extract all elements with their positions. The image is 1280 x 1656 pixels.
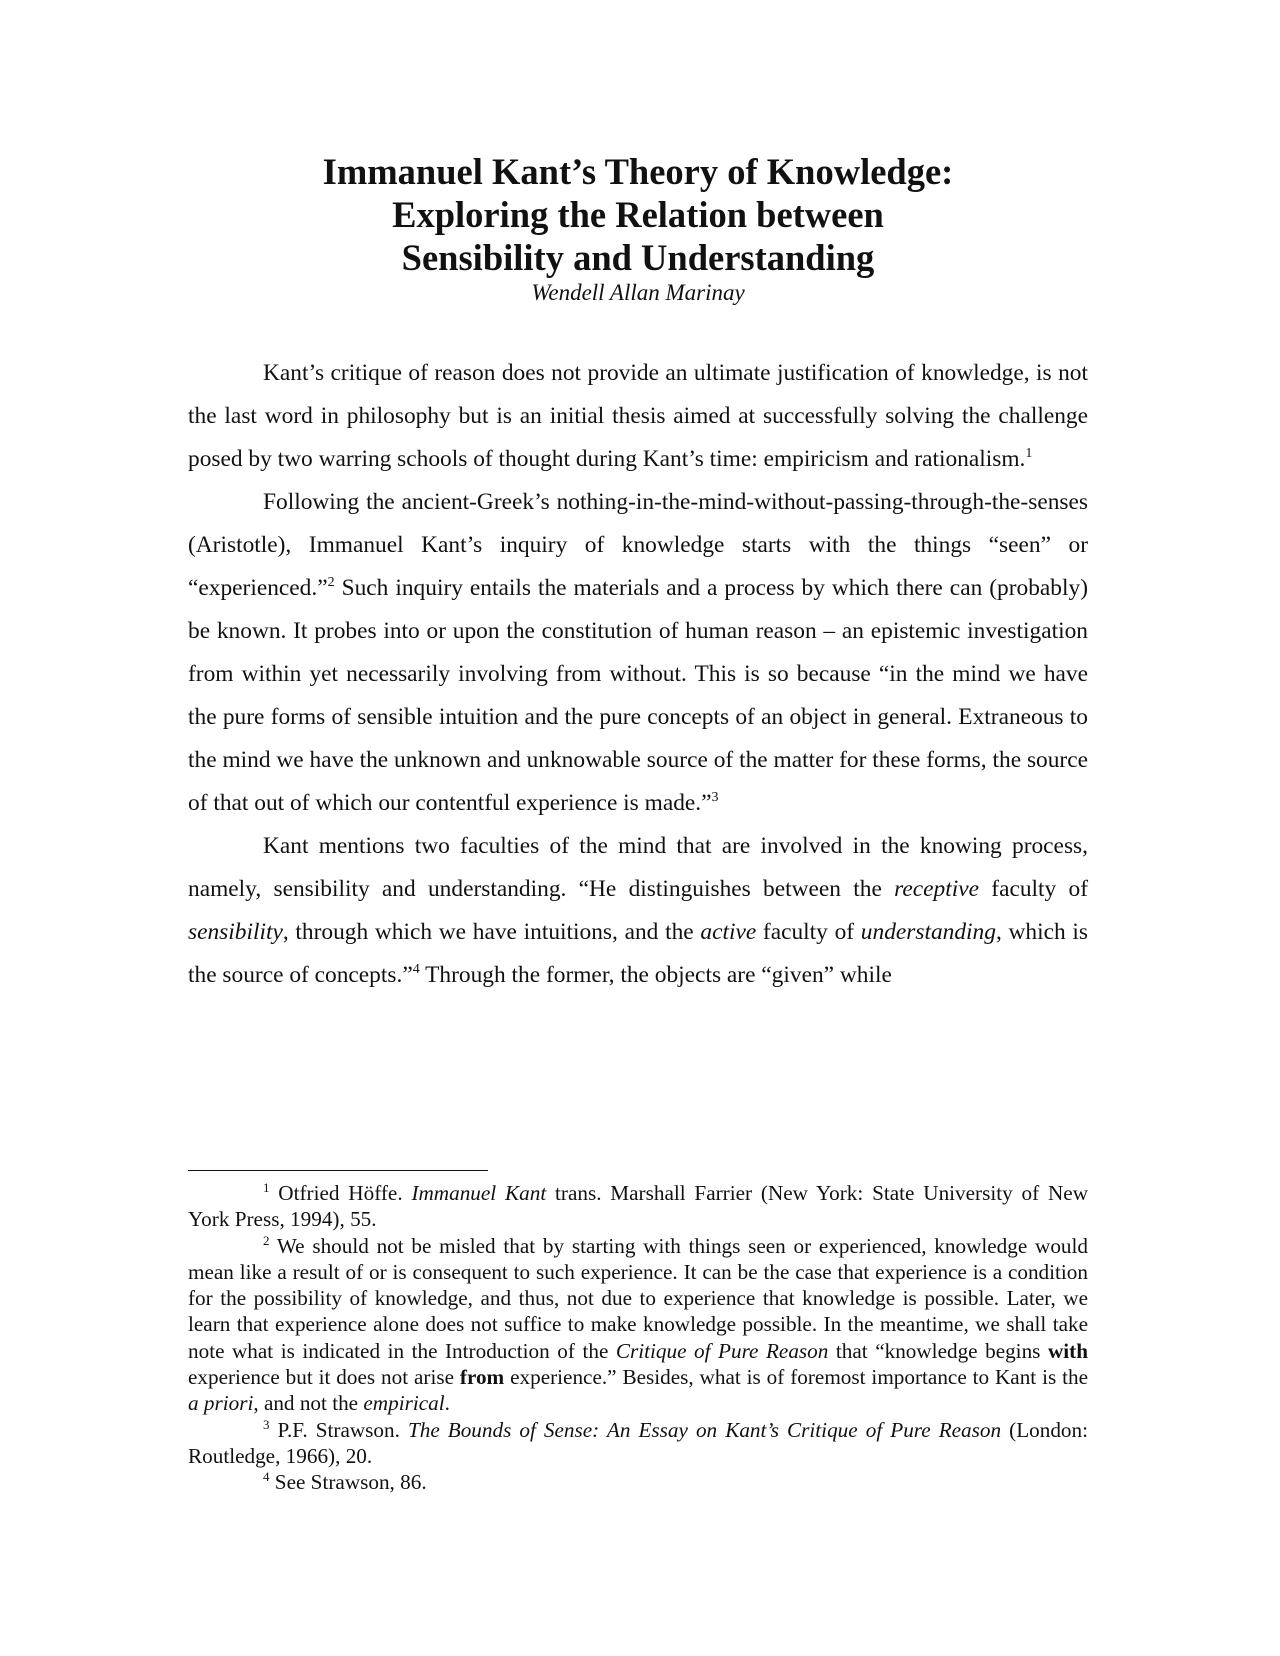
paragraph-3-text-c: , through which we have intuitions, and the <box>282 919 701 945</box>
paragraph-2-text-b: Such inquiry entails the materials and a process by which there can (probably) be known. It probes into or upon the constitution of human reason – an epistemic investigation from within yet necessarily involving from without. This is so because “in the mind we have the pure forms of sensible intuition and the pure concepts of an object in general. Extraneous to the mind we have the unknown and unknowable source of the matter for these forms, the source of that out of which our contentful experience is made.” <box>188 575 1088 816</box>
footnote-2-bold-from: from <box>459 1365 505 1390</box>
paragraph-1 <box>188 352 1088 481</box>
footnote-2-text-a: We should not be misled that by starting with things seen or experienced, knowledge would mean like a result of or is consequent to such experience. It can be the case that experience is a condition for the possibility of knowledge, and thus, not due to experience that knowledge is possible. Later, we learn that experience alone does not suffice to make knowledge possible. In the meantime, we shall take note what is indicated in the Introduction of the <box>188 1233 1088 1363</box>
footnotes-section <box>188 1170 1088 1496</box>
footnote-3-text-a: P.F. Strawson. <box>269 1417 408 1442</box>
footnote-2 <box>188 1233 1088 1417</box>
footnote-4-text: See Strawson, 86. <box>269 1470 427 1495</box>
footnote-ref-2[interactable]: 2 <box>327 575 335 590</box>
footnote-3-number: 3 <box>263 1416 270 1432</box>
emphasis-active: active <box>700 919 757 945</box>
paragraph-2-text-a: Following the ancient-Greek’s nothing-in-the-mind-without-passing-through-the-senses (Aristotle), Immanuel Kant’s inquiry of knowledge starts with the things “seen” or “experienced.” <box>188 489 1088 601</box>
emphasis-understanding: understanding <box>860 919 996 945</box>
footnote-2-bold-with: with <box>1047 1338 1088 1363</box>
footnote-3-text-b: (London: Routledge, 1966), 20. <box>188 1417 1089 1468</box>
footnote-ref-1[interactable]: 1 <box>1025 446 1033 461</box>
paragraph-3-text-b: faculty of <box>978 876 1088 902</box>
footnote-1-title: Immanuel Kant <box>411 1181 547 1205</box>
footnote-2-text-c: experience but it does not arise <box>188 1365 460 1390</box>
footnote-2-text-d: experience.” Besides, what is of foremost importance to Kant is the <box>504 1365 1089 1390</box>
emphasis-receptive: receptive <box>894 876 979 902</box>
footnote-4-number: 4 <box>263 1469 270 1485</box>
title-line-1: Immanuel Kant’s Theory of Knowledge: <box>322 151 954 192</box>
footnote-1-number: 1 <box>263 1180 270 1195</box>
footnote-divider <box>188 1170 488 1171</box>
footnote-1-text-b: trans. Marshall Farrier (New York: State University of New York Press, 1994), 55. <box>188 1181 1088 1232</box>
footnote-2-critique-title: Critique of Pure Reason <box>615 1338 829 1363</box>
paragraph-3-text-f: Through the former, the objects are “given” while <box>419 962 892 988</box>
emphasis-sensibility: sensibility <box>188 919 283 945</box>
title-block <box>188 150 1088 307</box>
paragraph-1-text: Kant’s critique of reason does not provide an ultimate justification of knowledge, is not the last word in philosophy but is an initial thesis aimed at successfully solving the challenge posed by two warring schools of thought during Kant’s time: empiricism and rationalism. <box>188 360 1088 472</box>
footnote-2-number: 2 <box>263 1232 270 1248</box>
paragraph-3-text-a: Kant mentions two faculties of the mind that are involved in the knowing process, namely, sensibility and understanding. “He distinguishes between the <box>188 833 1088 902</box>
paragraph-2 <box>188 481 1088 825</box>
footnote-2-text-b: that “knowledge begins <box>828 1338 1048 1363</box>
paragraph-3-text-e: , which is the source of concepts.” <box>188 919 1088 988</box>
footnote-ref-4[interactable]: 4 <box>412 962 420 977</box>
footnote-2-empirical: empirical <box>363 1391 445 1416</box>
footnote-3 <box>188 1417 1088 1470</box>
footnote-2-text-e: , and not the <box>253 1391 364 1416</box>
footnote-2-a-priori: a priori <box>188 1391 254 1416</box>
footnote-4 <box>188 1469 1088 1495</box>
body-text <box>188 352 1088 997</box>
page-body <box>188 150 1088 997</box>
footnote-ref-3[interactable]: 3 <box>711 790 719 805</box>
paragraph-3-text-d: faculty of <box>756 919 861 945</box>
author-name: Wendell Allan Marinay <box>531 280 745 305</box>
footnote-3-title: The Bounds of Sense: An Essay on Kant’s Critique of Pure Reason <box>407 1417 1002 1442</box>
title-line-2: Exploring the Relation between <box>392 194 884 235</box>
title-line-3: Sensibility and Understanding <box>401 237 875 278</box>
footnote-1 <box>188 1180 1088 1233</box>
footnote-2-text-f: . <box>444 1391 450 1416</box>
footnote-1-text-a: Otfried Höffe. <box>269 1181 412 1205</box>
paragraph-3 <box>188 825 1088 997</box>
